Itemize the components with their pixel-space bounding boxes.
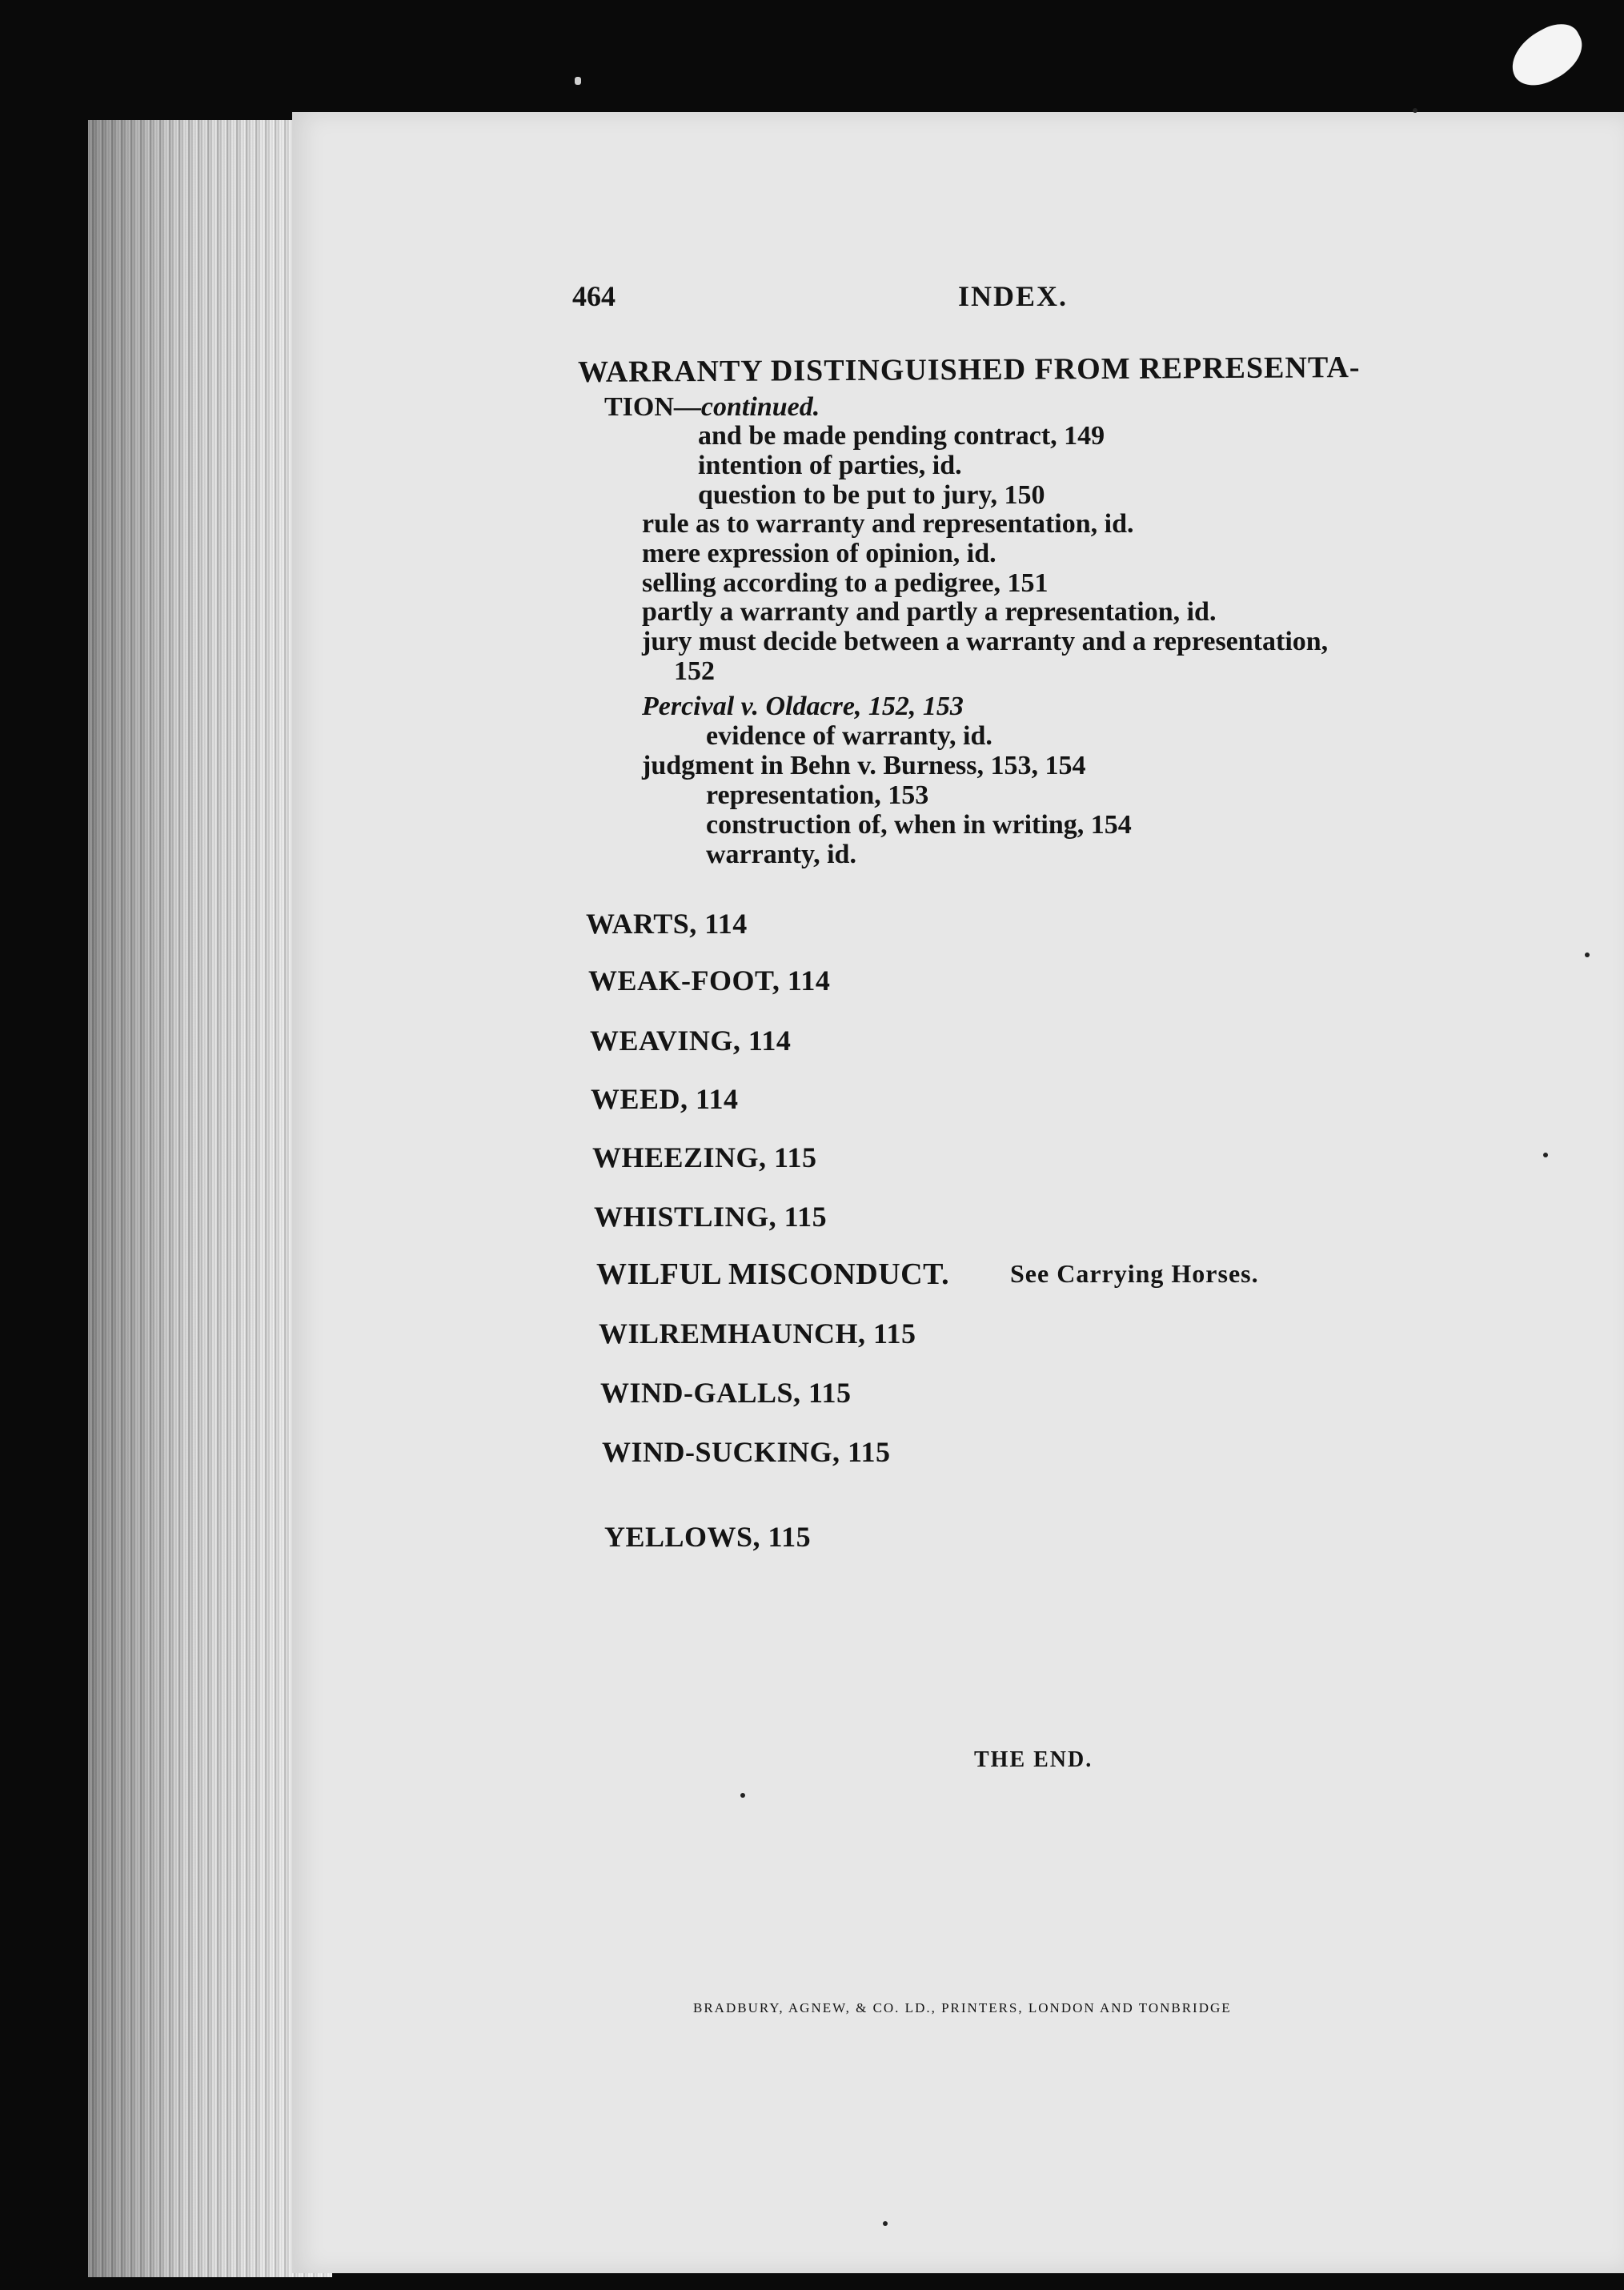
index-line: mere expression of opinion, id. (642, 539, 996, 568)
the-end: THE END. (974, 1747, 1093, 1772)
index-line: warranty, id. (706, 840, 856, 869)
index-line: construction of, when in writing, 154 (706, 810, 1132, 840)
scan-dot (1585, 952, 1590, 957)
index-line: intention of parties, id. (698, 451, 962, 480)
index-entry: WARTS, 114 (586, 908, 748, 940)
index-line: question to be put to jury, 150 (698, 480, 1045, 510)
index-line: and be made pending contract, 149 (698, 421, 1105, 451)
index-line: Percival v. Oldacre, 152, 153 (642, 692, 964, 721)
see-reference: See Carrying Horses. (1010, 1259, 1259, 1288)
continued-label: continued. (700, 392, 820, 422)
scan-dot (883, 2221, 888, 2226)
scan-dot (1543, 1153, 1548, 1157)
printer-line: BRADBURY, AGNEW, & CO. LD., PRINTERS, LONDON AND TONBRIDGE (693, 2000, 1232, 2015)
index-line: rule as to warranty and representation, id. (642, 509, 1134, 539)
scan-dot (1413, 108, 1417, 113)
index-entry: WIND-SUCKING, 115 (602, 1436, 891, 1468)
index-line: judgment in Behn v. Burness, 153, 154 (642, 751, 1086, 780)
index-entry: WEAK-FOOT, 114 (588, 965, 831, 997)
index-entry: YELLOWS, 115 (604, 1521, 812, 1553)
index-line: evidence of warranty, id. (706, 721, 992, 751)
scan-speck (575, 77, 581, 85)
warranty-heading-cont (604, 394, 820, 421)
index-entry: WHEEZING, 115 (592, 1141, 817, 1173)
page-number: 464 (572, 280, 616, 312)
index-line: partly a warranty and partly a representation, id. (642, 597, 1217, 627)
warranty-heading: WARRANTY DISTINGUISHED FROM REPRESENTA- (577, 351, 1361, 389)
index-line: jury must decide between a warranty and a representation, (642, 627, 1329, 656)
page-title: INDEX. (958, 280, 1069, 312)
index-entry: WEAVING, 114 (590, 1025, 792, 1057)
index-line: representation, 153 (706, 780, 929, 810)
scan-dot (740, 1793, 745, 1798)
scan-artifact (1502, 15, 1592, 94)
index-entry: WHISTLING, 115 (594, 1201, 828, 1233)
index-entry: WILFUL MISCONDUCT. (596, 1257, 950, 1291)
heading-cont-text: TION— (604, 392, 701, 422)
index-entry: WEED, 114 (591, 1083, 739, 1115)
index-line: 152 (674, 656, 715, 686)
index-entry: WIND-GALLS, 115 (600, 1377, 852, 1409)
index-entry: WILREMHAUNCH, 115 (599, 1317, 916, 1350)
index-line: selling according to a pedigree, 151 (642, 568, 1049, 598)
